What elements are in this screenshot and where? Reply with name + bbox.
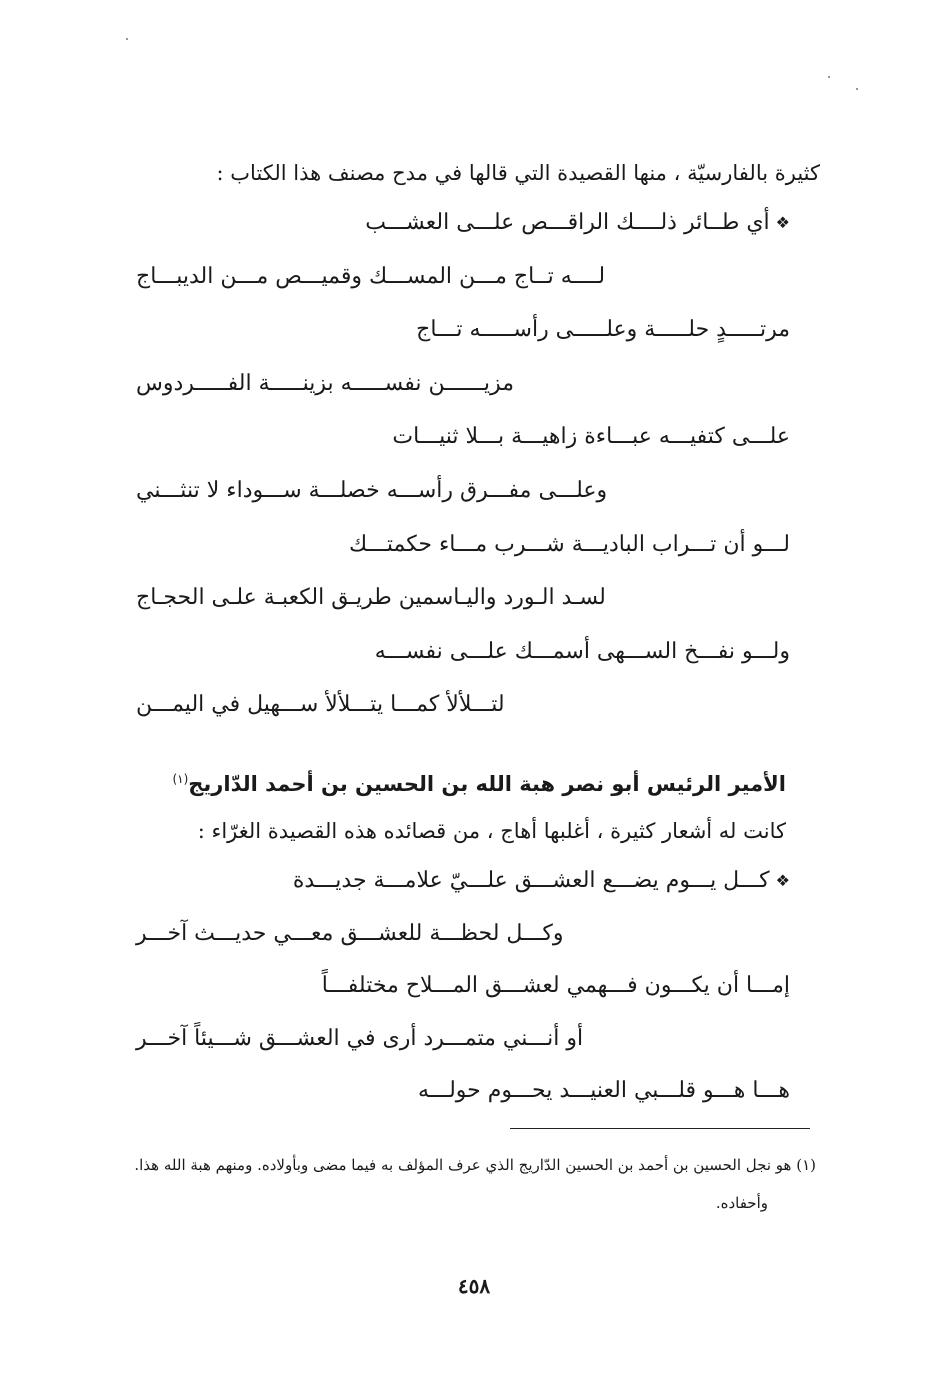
verse-line: [130, 422, 790, 452]
verse-text: أو أنـــني متمـــرد أرى في العشـــق شـــيئاً آخـــر: [136, 1025, 584, 1051]
footnote-divider: [510, 1128, 810, 1129]
verse-text: لسـد الـورد واليـاسمين طريـق الكعبـة علـى الحجـاج: [136, 585, 606, 611]
section-paragraph: كانت له أشعار كثيرة ، أغلبها أهاج ، من قصائده هذه القصيدة الغرّاء :: [197, 819, 786, 843]
verse-line: [130, 971, 790, 1001]
verse-text: مرتـــــدٍ حلـــــة وعلـــــى رأســـــه تـــاج: [416, 317, 790, 343]
verse-text: هـــا هـــو قلـــبي العنيـــد يحـــوم حولـــه: [417, 1078, 790, 1103]
verse-text: مزيــــــن نفســـــه بزينـــــة الفـــــردوس: [136, 370, 514, 396]
verse-line: [136, 476, 796, 506]
footnote-marker: (١): [172, 772, 189, 786]
verse-text: أي طــائر ذلــــك الراقـــص علـــى العشـــب: [365, 210, 770, 235]
verse-line: [136, 1024, 796, 1054]
verse-text: ولـــو نفـــخ الســـهى أسمـــك علـــى نفســـه: [374, 638, 790, 664]
scan-speck: [856, 88, 858, 90]
verse-line: [130, 208, 790, 238]
verse-line: [136, 262, 796, 292]
intro-text: كثيرة بالفارسيّة ، منها القصيدة التي قالها في مدح مصنف هذا الكتاب :: [216, 161, 820, 185]
verse-line: [136, 583, 796, 613]
footnote-line: (١) هو نجل الحسين بن أحمد بن الحسين الدّاريج الذي عرف المؤلف به فيما مضى وبأولاده. ومنهم هبة الله هذا.: [134, 1156, 816, 1174]
verse-text: لــــه تــاج مـــن المســـك وقميـــص مـــن الديبـــاج: [136, 263, 606, 289]
heading-text: الأمير الرئيس أبو نصر هبة الله بن الحسين بن أحمد الدّاريج: [188, 772, 786, 796]
section-heading: [172, 764, 786, 799]
verse-text: إمـــا أن يكـــون فـــهمي لعشـــق المـــلاح مختلفـــاً: [321, 973, 790, 998]
verse-text: كـــل يـــوم يضـــع العشـــق علـــيّ علامـــة جديـــدة: [292, 868, 770, 893]
verse-line: [130, 1076, 790, 1106]
verse-line: [136, 369, 796, 399]
verse-line: [130, 315, 790, 345]
verse-line: [136, 690, 796, 720]
diamond-bullet-icon: ❖: [775, 871, 790, 890]
verse-line: [130, 530, 790, 560]
verse-line: [130, 866, 790, 896]
verse-line: [130, 637, 790, 667]
diamond-bullet-icon: ❖: [775, 213, 790, 232]
scan-speck: [126, 38, 128, 40]
footnote-line: وأحفاده.: [715, 1194, 768, 1212]
verse-text: وكـــل لحظـــة للعشـــق معـــي حديـــث آخـــر: [136, 920, 564, 946]
verse-text: لـــو أن تـــراب الباديـــة شـــرب مـــاء حكمتـــك: [348, 531, 790, 557]
page-number: ٤٥٨: [457, 1274, 491, 1298]
verse-text: وعلـــى مفـــرق رأســـه خصلـــة ســـوداء لا تنثـــني: [136, 478, 608, 503]
scan-speck: [828, 76, 830, 78]
verse-text: لتـــلألأ كمـــا يتـــلألأ ســـهيل في اليمـــن: [136, 692, 505, 718]
verse-line: [136, 919, 796, 949]
verse-text: علـــى كتفيـــه عبـــاءة زاهيـــة بـــلا ثنيـــات: [392, 424, 790, 450]
